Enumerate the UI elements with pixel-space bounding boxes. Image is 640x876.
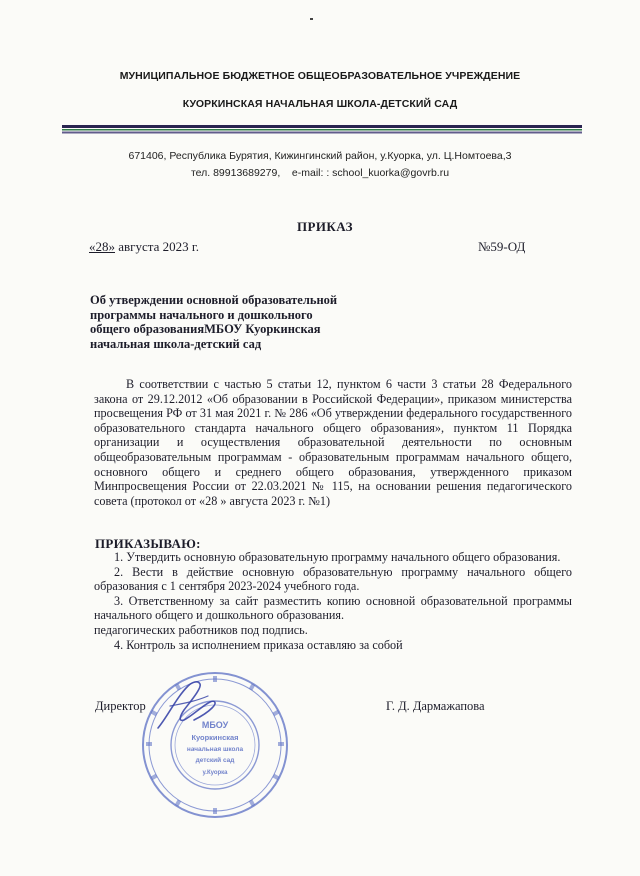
order-item-3: 3. Ответственному за сайт разместить копию основной образовательной программы начального общего и дошкольного образования. (94, 593, 572, 623)
order-item-4: 4. Контроль за исполнением приказа оставляю за собой (114, 637, 403, 652)
subject-line: программы начального и дошкольного (90, 307, 313, 322)
stamp-center-line: детский сад (195, 757, 235, 764)
header-rule (62, 124, 582, 136)
orders-list (94, 550, 572, 652)
subject-line: общего образованияМБОУ Куоркинская (90, 322, 321, 336)
order-item-3-extra: педагогических работников под подпись. (94, 622, 308, 637)
email-label: e-mail: : (291, 167, 330, 179)
doc-date (89, 239, 199, 255)
org-email: school_kuorka@govrb.ru (332, 167, 450, 179)
stamp-center-line: у.Куорка (202, 770, 228, 776)
org-address: 671406, Республика Бурятия, Кижингинский район, у.Куорка, ул. Ц.Номтоева,3 (128, 150, 512, 162)
order-item-2: 2. Вести в действие основную образовательную программу начального общего образования с 1 сентября 2023-2024 учебного года. (94, 564, 572, 594)
doc-date-day: «28» (89, 239, 115, 254)
header-rule-bottom (62, 132, 582, 134)
signer-role: Директор (95, 699, 146, 713)
header-rule-green (62, 129, 582, 131)
header-rule-dark (62, 125, 582, 128)
org-phone: тел. 89913689279, (190, 167, 281, 179)
doc-subject (90, 293, 380, 351)
order-item-1: 1. Утвердить основную образовательную программу начального общего образования. (114, 550, 561, 564)
doc-number: №59-ОД (478, 239, 526, 254)
orders-heading: ПРИКАЗЫВАЮ: (95, 536, 201, 551)
scan-speck (310, 18, 313, 20)
preamble-text: В соответствии с частью 5 статьи 12, пунктом 6 части 3 статьи 28 Федерального закона от 29.12.2012 «Об образовании в Российской Федерации», приказом министерства просвещения РФ от 31 мая 2021 г. № 286 «Об утверждении федерального государственного образовательного стандарта начального общего образования», пунктом 11 Порядка организации и осуществления образовательной деятельности по основным общеобразовательным программам - образовательным программам начального общего, основного общего и среднего общего образования, утвержденного приказом Минпросвещения России от 22.03.2021 № 115, на основании решения педагогического совета (протокол от «28 » августа 2023 г. №1) (94, 377, 572, 508)
subject-line: Об утверждении основной образовательной (90, 293, 338, 307)
org-name-line1: МУНИЦИПАЛЬНОЕ БЮДЖЕТНОЕ ОБЩЕОБРАЗОВАТЕЛЬНОЕ УЧРЕЖДЕНИЕ (119, 70, 521, 82)
doc-title: ПРИКАЗ (297, 219, 353, 234)
director-signature (150, 676, 230, 736)
stamp-center-line: Куоркинская (191, 733, 239, 742)
org-contacts (0, 167, 640, 179)
org-name-line2: КУОРКИНСКАЯ НАЧАЛЬНАЯ ШКОЛА-ДЕТСКИЙ САД (182, 98, 458, 110)
stamp-center-line: начальная школа (186, 746, 244, 753)
signer-name: Г. Д. Дармажапова (386, 699, 485, 713)
stamp-center-line: МБОУ (201, 720, 229, 730)
doc-date-rest: августа 2023 г. (118, 239, 199, 254)
subject-line: начальная школа-детский сад (90, 336, 262, 351)
